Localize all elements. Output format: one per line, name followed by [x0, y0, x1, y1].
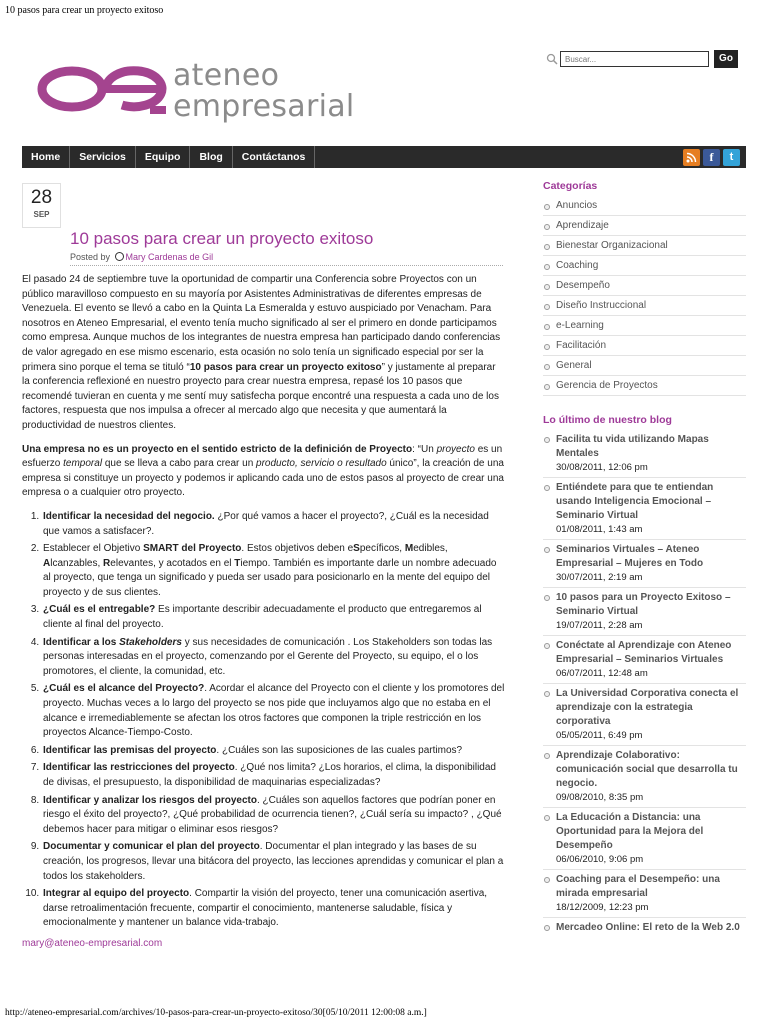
- nav-equipo[interactable]: Equipo: [136, 146, 191, 168]
- blog-post-title[interactable]: Aprendizaje Colaborativo: comunicación social que desarrolla tu negocio.: [556, 750, 738, 789]
- logo-line-1: ateneo: [173, 58, 280, 93]
- bullet-icon: [544, 384, 550, 390]
- rss-icon[interactable]: [683, 149, 700, 166]
- sidebar: [543, 180, 746, 938]
- author-avatar-icon: [115, 252, 124, 261]
- step-title: Identificar a los: [43, 636, 120, 648]
- intro-text-after: ” y justamente al preparar la conferencia reflexioné en nuestro proyecto para crear nuestra empresa, repasé los 10 pasos que recomendé tuvieran en cuenta y me sentí muy satisfecha porque encontré una respuesta a cada uno de los factores, respuesta que nos impulsa a ofrecer al mercado algo que necesita y que aumentará la productividad de nuestros clientes.: [22, 361, 499, 431]
- step-text: Es importante describir adecuadamente el producto que entregaremos al cliente al final del proyecto.: [43, 604, 482, 631]
- step-text: . ¿Cuáles son las suposiciones de las cuales partimos?: [216, 744, 463, 756]
- post-author-link[interactable]: Mary Cardenas de Gil: [125, 252, 214, 262]
- smart-letter: R: [103, 557, 111, 569]
- post-date-badge: [22, 183, 61, 228]
- main-nav: [22, 146, 746, 168]
- step-text: edibles,: [413, 543, 448, 555]
- author-email-link[interactable]: mary@ateneo-empresarial.com: [22, 937, 163, 949]
- bullet-icon: [544, 437, 550, 443]
- bullet-icon: [544, 877, 550, 883]
- blog-post-item[interactable]: [543, 746, 746, 808]
- definition-bold: Una empresa no es un proyecto en el sentido estricto de la definición de Proyecto: [22, 443, 413, 455]
- smart-letter: S: [353, 543, 360, 555]
- definition-paragraph: [22, 443, 505, 501]
- blog-post-date: 18/12/2009, 12:23 pm: [556, 902, 649, 913]
- step-item: [42, 794, 505, 838]
- bullet-icon: [544, 925, 550, 931]
- post-date-day: 28: [30, 187, 53, 208]
- category-item[interactable]: [543, 196, 746, 216]
- smart-letter: T: [234, 557, 241, 569]
- definition-italic: proyecto: [436, 443, 475, 455]
- nav-home[interactable]: Home: [22, 146, 70, 168]
- step-title: Identificar las premisas del proyecto: [43, 744, 217, 756]
- category-label: General: [556, 360, 592, 371]
- post-date-month: SEP: [33, 210, 50, 219]
- blog-post-date: 30/07/2011, 2:19 am: [556, 572, 643, 583]
- step-item: [42, 744, 505, 759]
- blog-post-item[interactable]: [543, 430, 746, 478]
- smart-letter: A: [43, 557, 51, 569]
- blog-post-item[interactable]: [543, 808, 746, 870]
- step-item: [42, 761, 505, 790]
- blog-post-title[interactable]: Entiéndete para que te entiendan usando Inteligencia Emocional – Seminario Virtual: [556, 482, 714, 521]
- latest-blog-heading: Lo último de nuestro blog: [543, 414, 672, 426]
- category-item[interactable]: [543, 276, 746, 296]
- steps-list: [42, 510, 505, 931]
- logo-line-2: empresarial: [173, 89, 355, 124]
- bullet-icon: [544, 324, 550, 330]
- blog-post-title[interactable]: Mercadeo Online: El reto de la Web 2.0: [556, 922, 740, 933]
- blog-post-date: 30/08/2011, 12:06 pm: [556, 462, 648, 473]
- definition-italic: producto, servicio o resultado: [256, 458, 387, 470]
- definition-text: : “Un: [412, 443, 437, 455]
- blog-post-date: 09/08/2010, 8:35 pm: [556, 792, 644, 803]
- email-paragraph: [22, 937, 505, 952]
- step-item: [42, 840, 505, 884]
- step-title: ¿Cuál es el alcance del Proyecto?: [43, 683, 205, 695]
- definition-italic: temporal: [63, 458, 103, 470]
- bullet-icon: [544, 244, 550, 250]
- search-form: [545, 50, 738, 68]
- blog-post-item[interactable]: [543, 478, 746, 540]
- step-text: pecíficos,: [359, 543, 405, 555]
- bullet-icon: [544, 485, 550, 491]
- blog-post-title[interactable]: Seminarios Virtuales – Ateneo Empresarial – Mujeres en Todo: [556, 544, 704, 569]
- category-label: Gerencia de Proyectos: [556, 380, 658, 391]
- step-text: iempo. También es importante darle un nombre adecuado al proyecto, que tenga un significado y pueda ser usado para posicionarlo en la mente del equipo del proyecto y de sus clientes.: [43, 557, 497, 598]
- step-title: Identificar y analizar los riesgos del proyecto: [43, 794, 257, 806]
- intro-text: El pasado 24 de septiembre tuve la oportunidad de compartir una Conferencia sobre Proyectos con un público maravilloso compuesto en su mayoría por Asistentes Administrativas de diferentes empresas de Venezuela. El evento se llevó a cabo en la Quinta La Esmeralda y estuvo auspiciado por Venacham. Para nosotros en Ateneo Empresarial, el evento tenía mucho significado al ser el primero en donde participamos como empresa. Aunque muchos de los integrantes de nuestra empresa han participado dando conferencias de valor agregado en ese mismo escenario, esta ocasión no solo tenía un significado especial por ser la primera sino porque el tema se tituló “: [22, 274, 501, 373]
- blog-post-item[interactable]: [543, 870, 746, 918]
- blog-post-date: 06/06/2010, 9:06 pm: [556, 854, 644, 865]
- social-icons: [683, 146, 746, 168]
- category-item[interactable]: [543, 336, 746, 356]
- categories-heading: Categorías: [543, 180, 598, 192]
- category-label: Desempeño: [556, 280, 610, 291]
- categories-list: [543, 196, 746, 396]
- bullet-icon: [544, 643, 550, 649]
- step-text: ¿Por qué vamos a hacer el proyecto?, ¿Cuál es la necesidad que vamos a satisfacer?.: [43, 510, 489, 537]
- post-byline: [70, 252, 503, 266]
- bullet-icon: [544, 204, 550, 210]
- category-item[interactable]: [543, 376, 746, 396]
- step-item: [42, 542, 505, 600]
- bullet-icon: [544, 595, 550, 601]
- step-text: . ¿Cuáles son aquellos factores que podrían poner en riesgo el éxito del proyecto?, ¿Qué probabilidad de ocurrencia tienen?, ¿Cuál sería su impacto? , ¿Qué debemos hacer para mitigar o eliminar esos riesgos?: [43, 794, 502, 835]
- category-item[interactable]: [543, 236, 746, 256]
- search-go-button[interactable]: Go: [714, 50, 738, 68]
- blog-post-item[interactable]: [543, 588, 746, 636]
- nav-contactanos[interactable]: Contáctanos: [233, 146, 316, 168]
- blog-post-title[interactable]: La Universidad Corporativa conecta el aprendizaje con la estrategia corporativa: [556, 688, 739, 727]
- step-text: . ¿Qué nos limita? ¿Los horarios, el clima, la disponibilidad de divisas, el presupuesto, la disponibilidad de maquinarias especializadas?: [43, 762, 496, 788]
- search-icon: [545, 52, 559, 66]
- category-item[interactable]: [543, 316, 746, 336]
- step-text: y sus necesidades de comunicación . Los Stakeholders son todas las personas interesadas en el proyecto, comenzando por el Gerente del Proyecto, su equipo, el o los promotores, el cliente, la comunidad, etc.: [43, 636, 493, 677]
- category-item[interactable]: [543, 216, 746, 236]
- category-label: Coaching: [556, 260, 599, 271]
- intro-paragraph: [22, 273, 505, 434]
- blog-post-date: 19/07/2011, 2:28 am: [556, 620, 643, 631]
- blog-post-title[interactable]: Coaching para el Desempeño: una mirada empresarial: [556, 874, 720, 899]
- step-item: [42, 682, 505, 740]
- category-item[interactable]: [543, 356, 746, 376]
- facebook-icon[interactable]: f: [703, 149, 720, 166]
- blog-post-title[interactable]: La Educación a Distancia: una Oportunidad para la Mejora del Desempeño: [556, 812, 704, 851]
- intro-bold: 10 pasos para crear un proyecto exitoso: [189, 361, 382, 373]
- blog-post-item[interactable]: [543, 918, 746, 938]
- blog-post-title[interactable]: Facilita tu vida utilizando Mapas Mentales: [556, 434, 709, 459]
- blog-post-date: 06/07/2011, 12:48 am: [556, 668, 648, 679]
- bullet-icon: [544, 753, 550, 759]
- step-item: [42, 636, 505, 680]
- bullet-icon: [544, 304, 550, 310]
- category-item[interactable]: [543, 256, 746, 276]
- step-title: Documentar y comunicar el plan del proyecto: [43, 841, 260, 853]
- search-input[interactable]: [560, 51, 709, 67]
- bullet-icon: [544, 344, 550, 350]
- print-header: 10 pasos para crear un proyecto exitoso: [5, 5, 164, 16]
- bullet-icon: [544, 224, 550, 230]
- blog-post-item[interactable]: [543, 684, 746, 746]
- logo-text: [173, 60, 355, 122]
- category-item[interactable]: [543, 296, 746, 316]
- blog-post-title[interactable]: Conéctate al Aprendizaje con Ateneo Empresarial – Seminarios Virtuales: [556, 640, 732, 665]
- category-label: Anuncios: [556, 200, 598, 211]
- logo-ae-mark-icon: [36, 58, 176, 128]
- bullet-icon: [544, 691, 550, 697]
- step-text: . Compartir la visión del proyecto, tener una comunicación asertiva, darse retroalimentación frecuente, compartir el conocimiento, mantenerse saludable, física y emocionalmente y mantener un balance vida-trabajo.: [43, 888, 488, 929]
- latest-posts-list: [543, 430, 746, 938]
- step-text: . Documentar el plan integrado y las bases de su creación, los progresos, llevar una bitácora del proyecto, las lecciones aprendidas y comunicar el plan a todos los stakeholders.: [43, 841, 504, 882]
- category-label: Diseño Instruccional: [556, 300, 647, 311]
- step-text: . Estos objetivos deben e: [241, 543, 354, 555]
- definition-text: único”, la creación de una empresa si constituye un proyecto y podemos ir aplicando cada uno de estos pasos al proyecto de crear una empresa o a cualquier otro proyecto.: [22, 458, 504, 499]
- bullet-icon: [544, 284, 550, 290]
- category-label: e-Learning: [556, 320, 604, 331]
- step-text: lcanzables,: [50, 557, 104, 569]
- blog-post-date: 01/08/2011, 1:43 am: [556, 524, 643, 535]
- twitter-icon[interactable]: t: [723, 149, 740, 166]
- blog-post-date: 05/05/2011, 6:49 pm: [556, 730, 643, 741]
- step-title: Identificar la necesidad del negocio.: [43, 510, 215, 522]
- bullet-icon: [544, 364, 550, 370]
- blog-post-title[interactable]: 10 pasos para un Proyecto Exitoso – Seminario Virtual: [556, 592, 731, 617]
- bullet-icon: [544, 815, 550, 821]
- step-title: Identificar las restricciones del proyecto: [43, 762, 235, 774]
- posted-by-label: Posted by: [70, 252, 111, 262]
- bullet-icon: [544, 264, 550, 270]
- step-title: SMART del Proyecto: [143, 543, 242, 555]
- step-title: Integrar al equipo del proyecto: [43, 888, 190, 900]
- step-text: . Acordar el alcance del Proyecto con el cliente y los promotores del proyecto. Muchas veces a lo largo del proyecto se nos pide que incluyamos algo que no estaba en el alcance e irremediablemente se afectan los otros factores que componen la triple restricción en los proyectos Alcance-Tiempo-Costo.: [43, 683, 505, 739]
- category-label: Aprendizaje: [556, 220, 609, 231]
- blog-post-item[interactable]: [543, 540, 746, 588]
- step-item: [42, 510, 505, 539]
- step-title-italic: Stakeholders: [119, 636, 182, 648]
- category-label: Facilitación: [556, 340, 607, 351]
- smart-letter: M: [404, 543, 414, 555]
- nav-blog[interactable]: Blog: [190, 146, 232, 168]
- category-label: Bienestar Organizacional: [556, 240, 668, 251]
- nav-servicios[interactable]: Servicios: [70, 146, 136, 168]
- print-footer: http://ateneo-empresarial.com/archives/10-pasos-para-crear-un-proyecto-exitoso/30[05/10/2011 12:00:08 a.m.]: [5, 1008, 427, 1018]
- bullet-icon: [544, 547, 550, 553]
- post-title[interactable]: 10 pasos para crear un proyecto exitoso: [70, 229, 374, 248]
- step-item: [42, 887, 505, 931]
- step-item: [42, 603, 505, 632]
- step-text: Establecer el Objetivo: [43, 543, 144, 555]
- step-text: elevantes, y acotados en el: [110, 557, 235, 569]
- definition-text: es un esfuerzo: [22, 443, 503, 470]
- step-title: ¿Cuál es el entregable?: [43, 604, 156, 616]
- post-content: [22, 273, 505, 961]
- definition-text: que se lleva a cabo para crear un: [102, 458, 257, 470]
- blog-post-item[interactable]: [543, 636, 746, 684]
